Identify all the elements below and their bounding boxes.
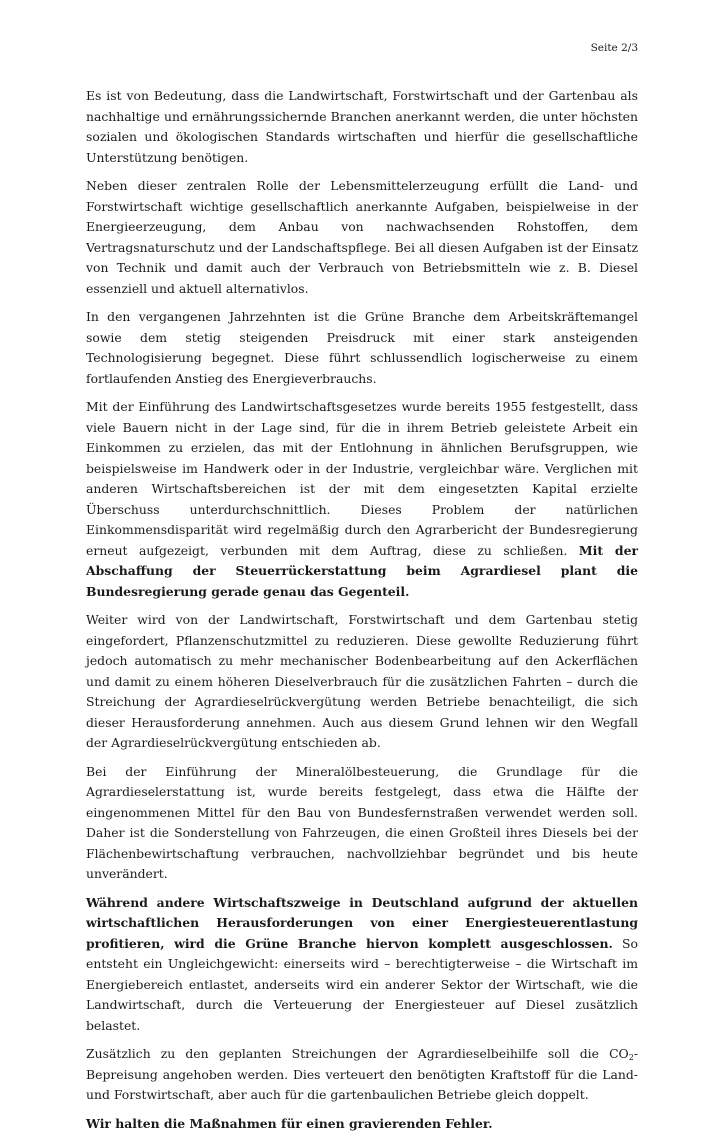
paragraph-3: In den vergangenen Jahrzehnten ist die Grüne Branche dem Arbeitskräftemangel sowie dem stetig steigenden Preisdruck mit einer stark ansteigenden Technologisierung begegnet. Diese führt schlussendlich logischerweise zu einem fortlaufenden Anstieg des Energieverbrauchs. <box>86 307 638 389</box>
paragraph-8 <box>86 1044 638 1106</box>
paragraph-4 <box>86 397 638 602</box>
paragraph-2: Neben dieser zentralen Rolle der Lebensmittelerzeugung erfüllt die Land- und Forstwirtschaft wichtige gesellschaftlich anerkannte Aufgaben, beispielweise in der Energieerzeugung, dem Anbau von nachwachsenden Rohstoffen, dem Vertragsnaturschutz und der Landschaftspflege. Bei all diesen Aufgaben ist der Einsatz von Technik und damit auch der Verbrauch von Betriebsmitteln wie z. B. Diesel essenziell und aktuell alternativlos. <box>86 176 638 299</box>
paragraph-7 <box>86 893 638 1037</box>
paragraph-6: Bei der Einführung der Mineralölbesteuerung, die Grundlage für die Agrardieselerstattung ist, wurde bereits festgelegt, dass etwa die Hälfte der eingenommenen Mittel für den Bau von Bundesfernstraßen verwendet werden soll. Daher ist die Sonderstellung von Fahrzeugen, die einen Großteil ihres Diesels bei der Flächenbewirtschaftung verbrauchen, nachvollziehbar begründet und bis heute unverändert. <box>86 762 638 885</box>
document-body <box>86 86 638 1134</box>
paragraph-8-text-start: Zusätzlich zu den geplanten Streichungen der Agrardieselbeihilfe soll die CO <box>86 1046 629 1061</box>
closing-statement: Wir halten die Maßnahmen für einen gravierenden Fehler. <box>86 1116 493 1131</box>
paragraph-8-text-end: -Bepreisung angehoben werden. Dies verteuert den benötigten Kraftstoff für die Land- und Forstwirtschaft, aber auch für die gartenbaulichen Betriebe gleich doppelt. <box>86 1046 638 1102</box>
paragraph-9 <box>86 1114 638 1134</box>
page-number: Seite 2/3 <box>591 42 638 54</box>
paragraph-4-text: Mit der Einführung des Landwirtschaftsgesetzes wurde bereits 1955 festgestellt, dass viele Bauern nicht in der Lage sind, für die in ihrem Betrieb geleistete Arbeit ein Einkommen zu erzielen, das mit der Entlohnung in ähnlichen Berufsgruppen, wie beispielsweise im Handwerk oder in der Industrie, vergleichbar wäre. Verglichen mit anderen Wirtschaftsbereichen ist der mit dem eingesetzten Kapital erzielte Überschuss unterdurchschnittlich. Dieses Problem der natürlichen Einkommensdisparität wird regelmäßig durch den Agrarbericht der Bundesregierung erneut aufgezeigt, verbunden mit dem Auftrag, diese zu schließen. <box>86 399 638 558</box>
paragraph-1: Es ist von Bedeutung, dass die Landwirtschaft, Forstwirtschaft und der Gartenbau als nachhaltige und ernährungssichernde Branchen anerkannt werden, die unter höchsten sozialen und ökologischen Standards wirtschaften und hierfür die gesellschaftliche Unterstützung benötigen. <box>86 86 638 168</box>
co2-subscript: 2 <box>629 1053 634 1062</box>
paragraph-5: Weiter wird von der Landwirtschaft, Forstwirtschaft und dem Gartenbau stetig eingefordert, Pflanzenschutzmittel zu reduzieren. Diese gewollte Reduzierung führt jedoch automatisch zu mehr mechanischer Bodenbearbeitung auf den Ackerflächen und damit zu einem höheren Dieselverbrauch für die zusätzlichen Fahrten – durch die Streichung der Agrardieselrückvergütung werden Betriebe benachteiligt, die sich dieser Herausforderung annehmen. Auch aus diesem Grund lehnen wir den Wegfall der Agrardieselrückvergütung entschieden ab. <box>86 610 638 754</box>
paragraph-4-emphasis: Mit der Abschaffung der Steuerrückerstattung beim Agrardiesel plant die Bundesregierung gerade genau das Gegenteil. <box>86 543 638 599</box>
paragraph-7-text: So entsteht ein Ungleichgewicht: einerseits wird – berechtigterweise – die Wirtschaft im Energiebereich entlastet, anderseits wird ein anderer Sektor der Wirtschaft, wie die Landwirtschaft, durch die Verteuerung der Energiesteuer auf Diesel zusätzlich belastet. <box>86 936 638 1033</box>
paragraph-7-emphasis: Während andere Wirtschaftszweige in Deutschland aufgrund der aktuellen wirtschaftlichen Herausforderungen von einer Energiesteuerentlastung profitieren, wird die Grüne Branche hiervon komplett ausgeschlossen. <box>86 895 638 951</box>
